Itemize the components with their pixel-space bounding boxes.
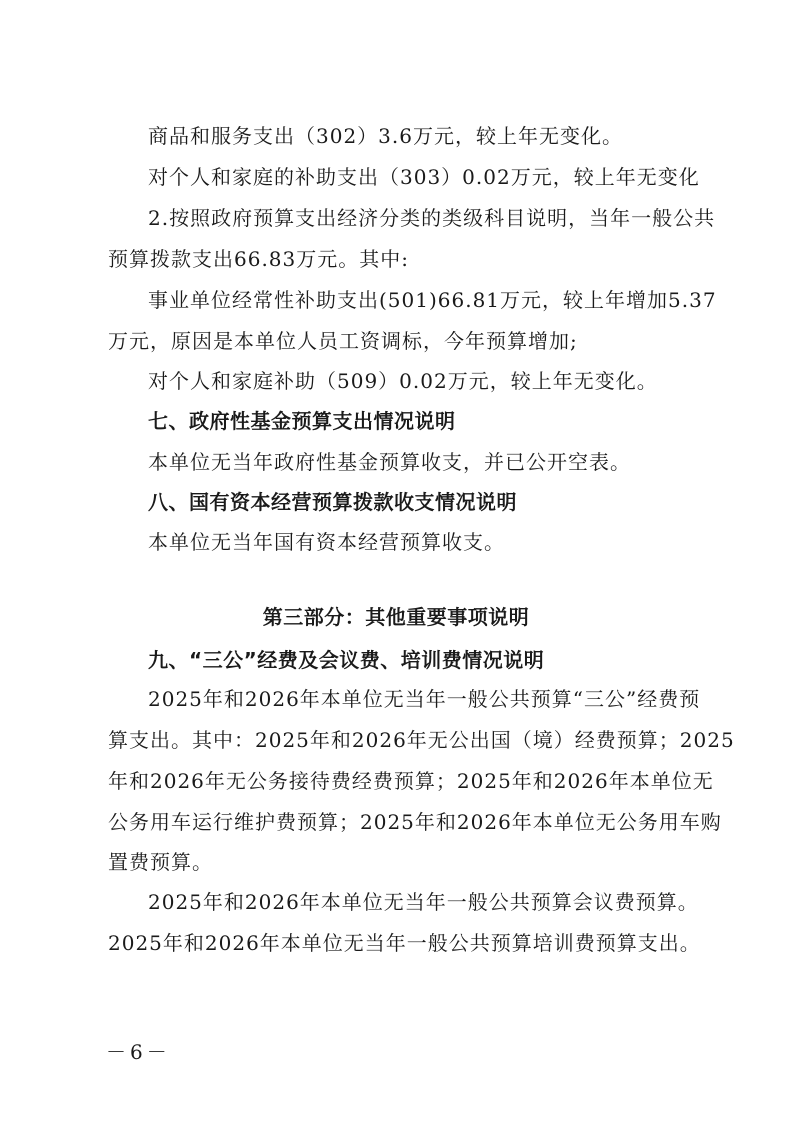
page-number: －6－: [106, 1040, 171, 1064]
paragraph-line: 算支出。其中：2025年和2026年无公出国（境）经费预算；2025: [108, 728, 735, 752]
paragraph-line: 本单位无当年国有资本经营预算收支。: [148, 530, 505, 554]
paragraph-line: 公务用车运行维护费预算；2025年和2026年本单位无公务用车购: [108, 810, 722, 834]
paragraph-line: 2025年和2026年本单位无当年一般公共预算培训费预算支出。: [108, 931, 701, 955]
paragraph-line: 事业单位经常性补助支出(501)66.81万元，较上年增加5.37: [148, 288, 717, 312]
paragraph-line: 预算拨款支出66.83万元。其中:: [108, 247, 409, 271]
paragraph-line: 万元，原因是本单位人员工资调标，今年预算增加;: [108, 329, 578, 353]
paragraph-line: 商品和服务支出（302）3.6万元，较上年无变化。: [148, 124, 623, 148]
paragraph-line: 本单位无当年政府性基金预算收支，并已公开空表。: [148, 450, 631, 474]
paragraph-line: 2025年和2026年本单位无当年一般公共预算“三公”经费预: [148, 687, 701, 711]
paragraph-line: 对个人和家庭的补助支出（303）0.02万元，较上年无变化: [148, 165, 700, 189]
section-heading: 九、“三公”经费及会议费、培训费情况说明: [148, 648, 545, 672]
part-heading: 第三部分：其他重要事项说明: [262, 605, 530, 629]
section-heading: 七、政府性基金预算支出情况说明: [148, 409, 456, 433]
paragraph-line: 2.按照政府预算支出经济分类的类级科目说明，当年一般公共: [148, 206, 716, 230]
paragraph-line: 对个人和家庭补助（509）0.02万元，较上年无变化。: [148, 369, 658, 393]
paragraph-line: 年和2026年无公务接待费经费预算；2025年和2026年本单位无: [108, 769, 714, 793]
paragraph-line: 置费预算。: [108, 850, 213, 874]
paragraph-line: 2025年和2026年本单位无当年一般公共预算会议费预算。: [148, 890, 699, 914]
section-heading: 八、国有资本经营预算拨款收支情况说明: [148, 490, 517, 514]
